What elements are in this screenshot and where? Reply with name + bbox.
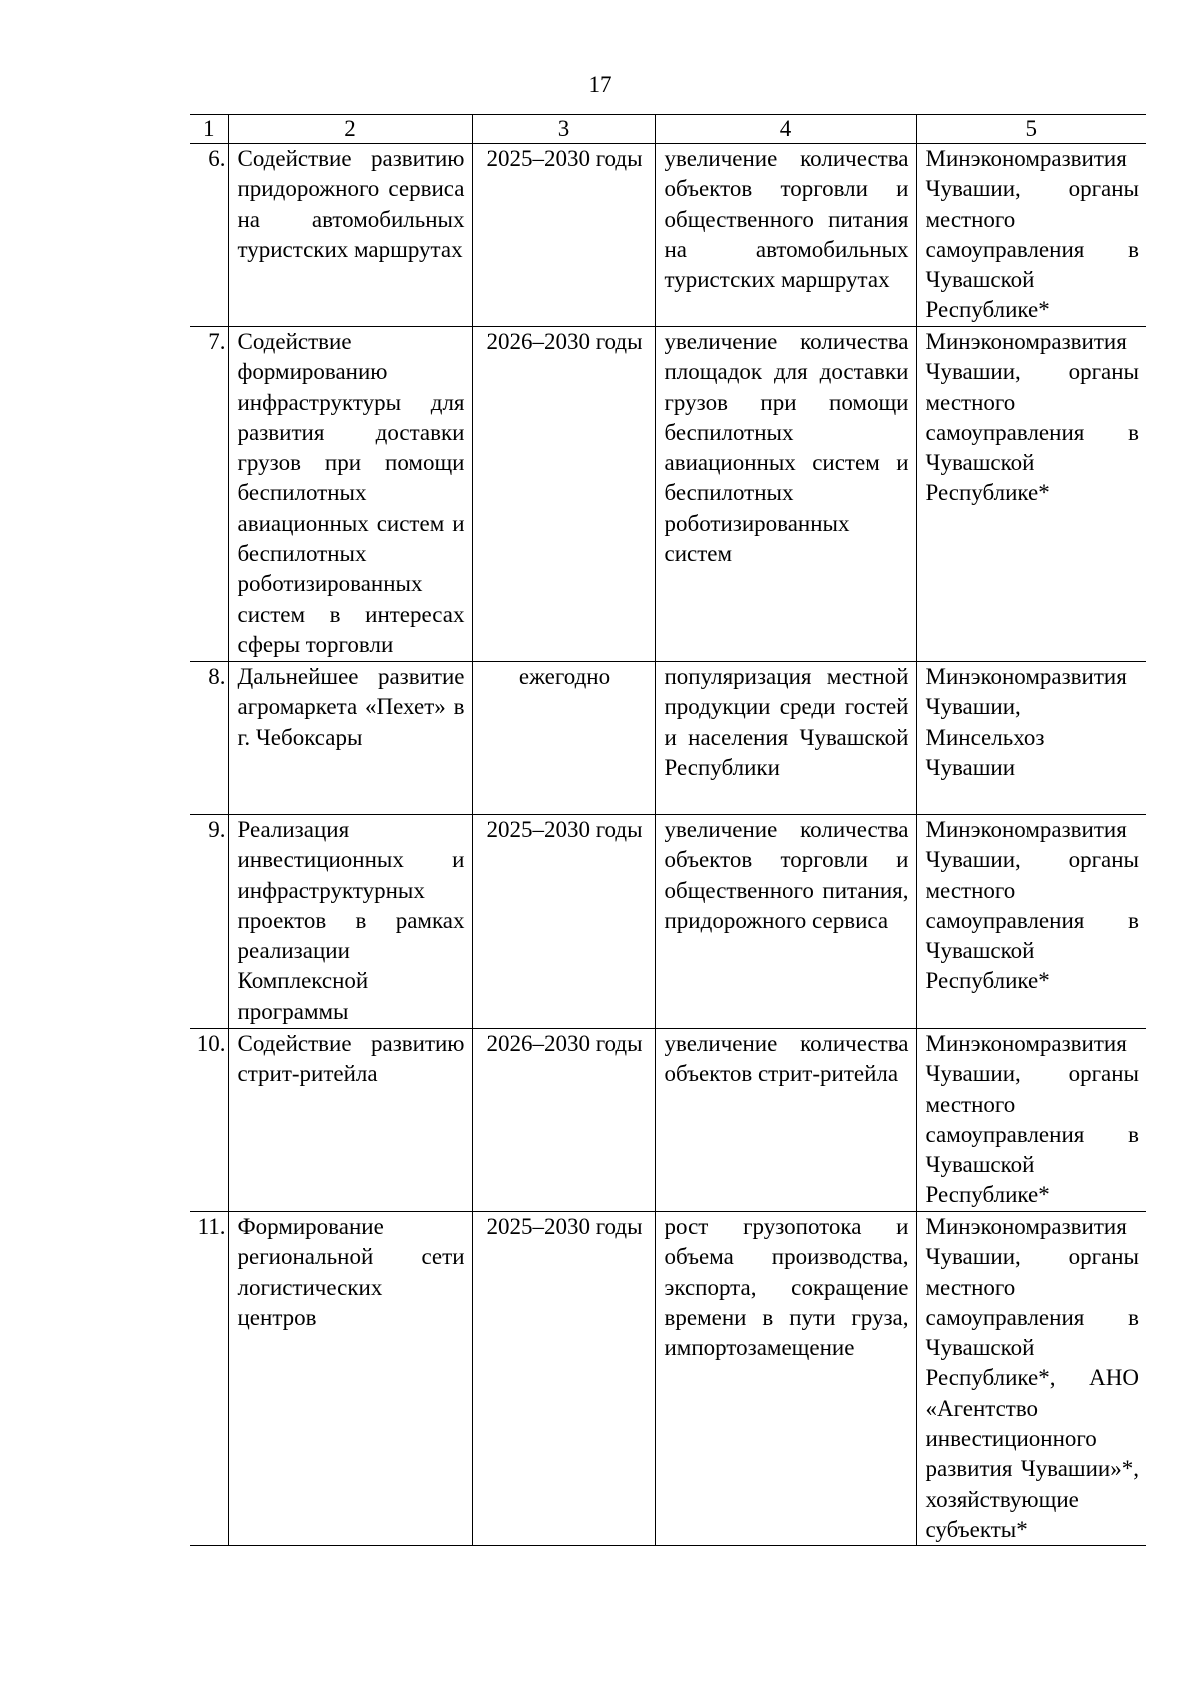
column-header: 4 (655, 115, 916, 144)
row-number: 7. (190, 327, 228, 662)
page-number: 17 (588, 72, 612, 97)
table-row (190, 1029, 1146, 1212)
responsible-cell: Минэкономразвития Чувашии, органы местного самоуправления в Чувашской Республике*, АНО «Агентство инвестиционного развития Чувашии»*, хозяйствующие субъекты* (916, 1212, 1146, 1546)
result-cell: увеличение количества объектов стрит-ритейла (655, 1029, 916, 1212)
period-cell: 2025–2030 годы (472, 815, 655, 1029)
table-row (190, 815, 1146, 1029)
row-number: 10. (190, 1029, 228, 1212)
table-row (190, 1212, 1146, 1546)
measure-cell: Содействие развитию придорожного сервиса на автомобильных туристских маршрутах (228, 144, 472, 327)
period-cell: 2025–2030 годы (472, 1212, 655, 1546)
measure-cell: Реализация инвестиционных и инфраструктурных проектов в рамках реализации Комплексной программы (228, 815, 472, 1029)
table-row (190, 144, 1146, 327)
measures-table (190, 114, 1146, 1546)
table-row (190, 662, 1146, 815)
measure-cell: Содействие формированию инфраструктуры для развития доставки грузов при помощи беспилотных авиационных систем и беспилотных роботизированных систем в интересах сферы торговли (228, 327, 472, 662)
column-header: 1 (190, 115, 228, 144)
responsible-cell: Минэкономразвития Чувашии, Минсельхоз Чувашии (916, 662, 1146, 815)
measure-cell: Формирование региональной сети логистических центров (228, 1212, 472, 1546)
result-cell: популяризация местной продукции среди гостей и населения Чувашской Республики (655, 662, 916, 815)
result-cell: увеличение количества объектов торговли и общественного питания на автомобильных туристских маршрутах (655, 144, 916, 327)
result-cell: рост грузопотока и объема производства, экспорта, сокращение времени в пути груза, импортозамещение (655, 1212, 916, 1546)
period-cell: 2026–2030 годы (472, 327, 655, 662)
responsible-cell: Минэкономразвития Чувашии, органы местного самоуправления в Чувашской Республике* (916, 327, 1146, 662)
responsible-cell: Минэкономразвития Чувашии, органы местного самоуправления в Чувашской Республике* (916, 815, 1146, 1029)
measure-cell: Дальнейшее развитие агромаркета «Пехет» в г. Чебоксары (228, 662, 472, 815)
responsible-cell: Минэкономразвития Чувашии, органы местного самоуправления в Чувашской Республике* (916, 144, 1146, 327)
table-header-row (190, 115, 1146, 144)
row-number: 8. (190, 662, 228, 815)
column-header: 5 (916, 115, 1146, 144)
responsible-cell: Минэкономразвития Чувашии, органы местного самоуправления в Чувашской Республике* (916, 1029, 1146, 1212)
period-cell: 2026–2030 годы (472, 1029, 655, 1212)
table-row (190, 327, 1146, 662)
column-header: 2 (228, 115, 472, 144)
row-number: 11. (190, 1212, 228, 1546)
column-header: 3 (472, 115, 655, 144)
result-cell: увеличение количества площадок для доставки грузов при помощи беспилотных авиационных систем и беспилотных роботизированных систем (655, 327, 916, 662)
row-number: 6. (190, 144, 228, 327)
period-cell: ежегодно (472, 662, 655, 815)
row-number: 9. (190, 815, 228, 1029)
result-cell: увеличение количества объектов торговли и общественного питания, придорожного сервиса (655, 815, 916, 1029)
measure-cell: Содействие развитию стрит-ритейла (228, 1029, 472, 1212)
period-cell: 2025–2030 годы (472, 144, 655, 327)
